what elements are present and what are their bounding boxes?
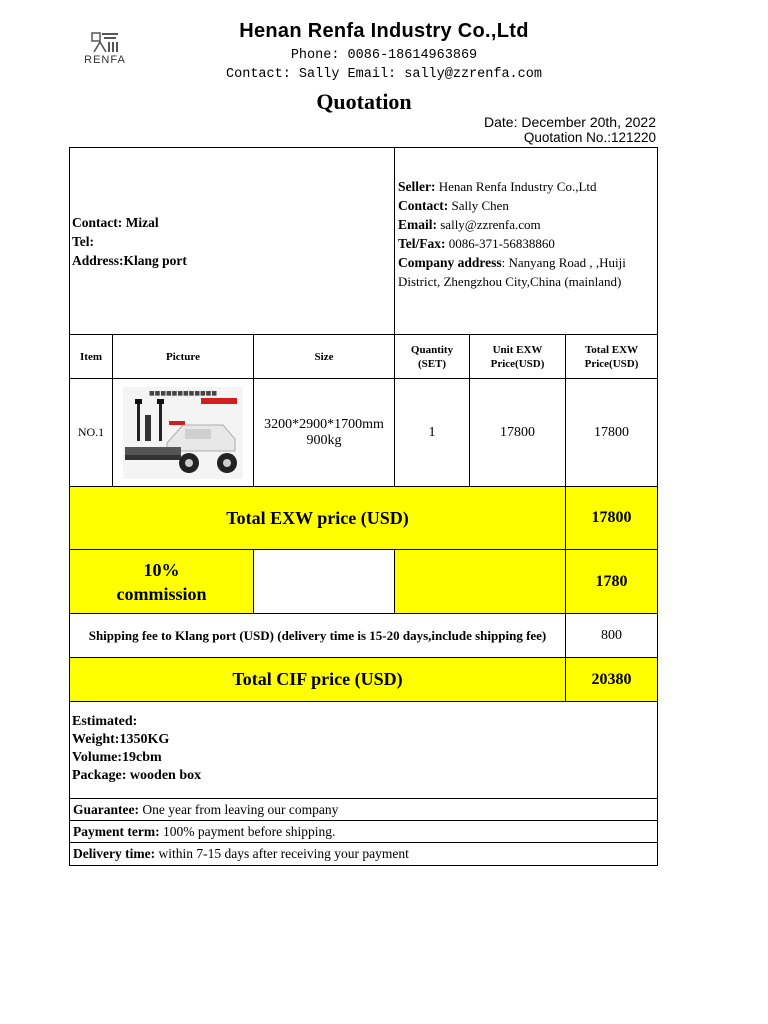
guarantee-value: One year from leaving our company: [138, 802, 339, 817]
estimated-weight: Weight:1350KG: [72, 732, 170, 747]
seller-address-label: Company address: [398, 255, 502, 270]
item-dimensions: 3200*2900*1700mm: [264, 416, 384, 432]
shipping-fee-value: 800: [565, 613, 658, 658]
item-unit-price: 17800: [469, 378, 566, 487]
guarantee-row: [69, 798, 658, 821]
parties-divider: [394, 147, 395, 335]
company-phone: Phone: 0086-18614963869: [290, 48, 478, 63]
total-cif-label: Total CIF price (USD): [69, 657, 566, 702]
guarantee-label: Guarantee:: [73, 802, 139, 817]
estimated-info: [72, 713, 201, 785]
seller-name-row: [398, 177, 656, 196]
seller-address-row: [398, 253, 656, 291]
delivery-time-row: [69, 842, 658, 866]
company-name: Henan Renfa Industry Co.,Ltd: [239, 20, 529, 42]
col-header-size: Size: [253, 334, 395, 379]
commission-blank-cell: [253, 549, 395, 614]
seller-contact-row: [398, 196, 656, 215]
seller-contact-label: Contact:: [398, 198, 449, 213]
logo-text: RENFA: [84, 54, 126, 66]
item-number: NO.1: [69, 378, 113, 487]
seller-address-value: : Nanyang Road , ,Huiji District, Zhengzhou City,China (mainland): [398, 255, 626, 289]
delivery-time-label: Delivery time:: [73, 846, 156, 861]
company-contact-email: Contact: Sally Email: sally@zzrenfa.com: [226, 67, 542, 82]
seller-email-label: Email:: [398, 217, 437, 232]
total-exw-label: Total EXW price (USD): [69, 486, 566, 550]
buyer-info: [72, 213, 187, 270]
commission-word: commission: [116, 583, 207, 604]
shipping-fee-label: Shipping fee to Klang port (USD) (delivery time is 15-20 days,include shipping fee): [69, 613, 566, 658]
document-title: Quotation: [316, 89, 412, 114]
col-header-unit-price: Unit EXW Price(USD): [469, 334, 566, 379]
seller-telfax-row: [398, 234, 656, 253]
seller-email-row: [398, 215, 656, 234]
estimated-package: Package: wooden box: [72, 768, 202, 783]
buyer-address: Address:Klang port: [72, 253, 187, 268]
quotation-date: Date: December 20th, 2022: [484, 114, 656, 130]
item-size: [253, 378, 395, 487]
col-header-quantity: Quantity (SET): [394, 334, 470, 379]
item-quantity: 1: [394, 378, 470, 487]
seller-value: Henan Renfa Industry Co.,Ltd: [435, 179, 597, 194]
item-weight: 900kg: [306, 432, 342, 448]
svg-text:■■■■■■■■■■■■: ■■■■■■■■■■■■: [148, 389, 218, 397]
estimated-volume: Volume:19cbm: [72, 750, 162, 765]
seller-telfax-label: Tel/Fax:: [398, 236, 446, 251]
laser-screed-machine-image: [123, 387, 243, 479]
total-exw-value: 17800: [565, 486, 658, 550]
seller-telfax-value: 0086-371-56838860: [445, 236, 555, 251]
col-header-picture: Picture: [112, 334, 254, 379]
commission-value: 1780: [565, 549, 658, 614]
seller-label: Seller:: [398, 179, 436, 194]
payment-term-value: 100% payment before shipping.: [159, 824, 336, 839]
seller-info: [398, 177, 656, 291]
item-total-price: 17800: [565, 378, 658, 487]
payment-term-label: Payment term:: [73, 824, 160, 839]
estimated-heading: Estimated:: [72, 714, 138, 729]
buyer-tel: Tel:: [72, 234, 95, 249]
payment-term-row: [69, 820, 658, 843]
total-cif-value: 20380: [565, 657, 658, 702]
buyer-contact: Contact: Mizal: [72, 215, 159, 230]
quotation-number: Quotation No.:121220: [523, 130, 656, 145]
delivery-time-value: within 7-15 days after receiving your payment: [155, 846, 409, 861]
col-header-total-price: Total EXW Price(USD): [565, 334, 658, 379]
commission-percent: 10%: [143, 559, 180, 580]
col-header-item: Item: [69, 334, 113, 379]
seller-contact-value: Sally Chen: [448, 198, 509, 213]
commission-spacer-cell: [394, 549, 566, 614]
seller-email-value: sally@zzrenfa.com: [437, 217, 541, 232]
item-picture: [112, 378, 254, 487]
commission-label: [69, 549, 254, 614]
